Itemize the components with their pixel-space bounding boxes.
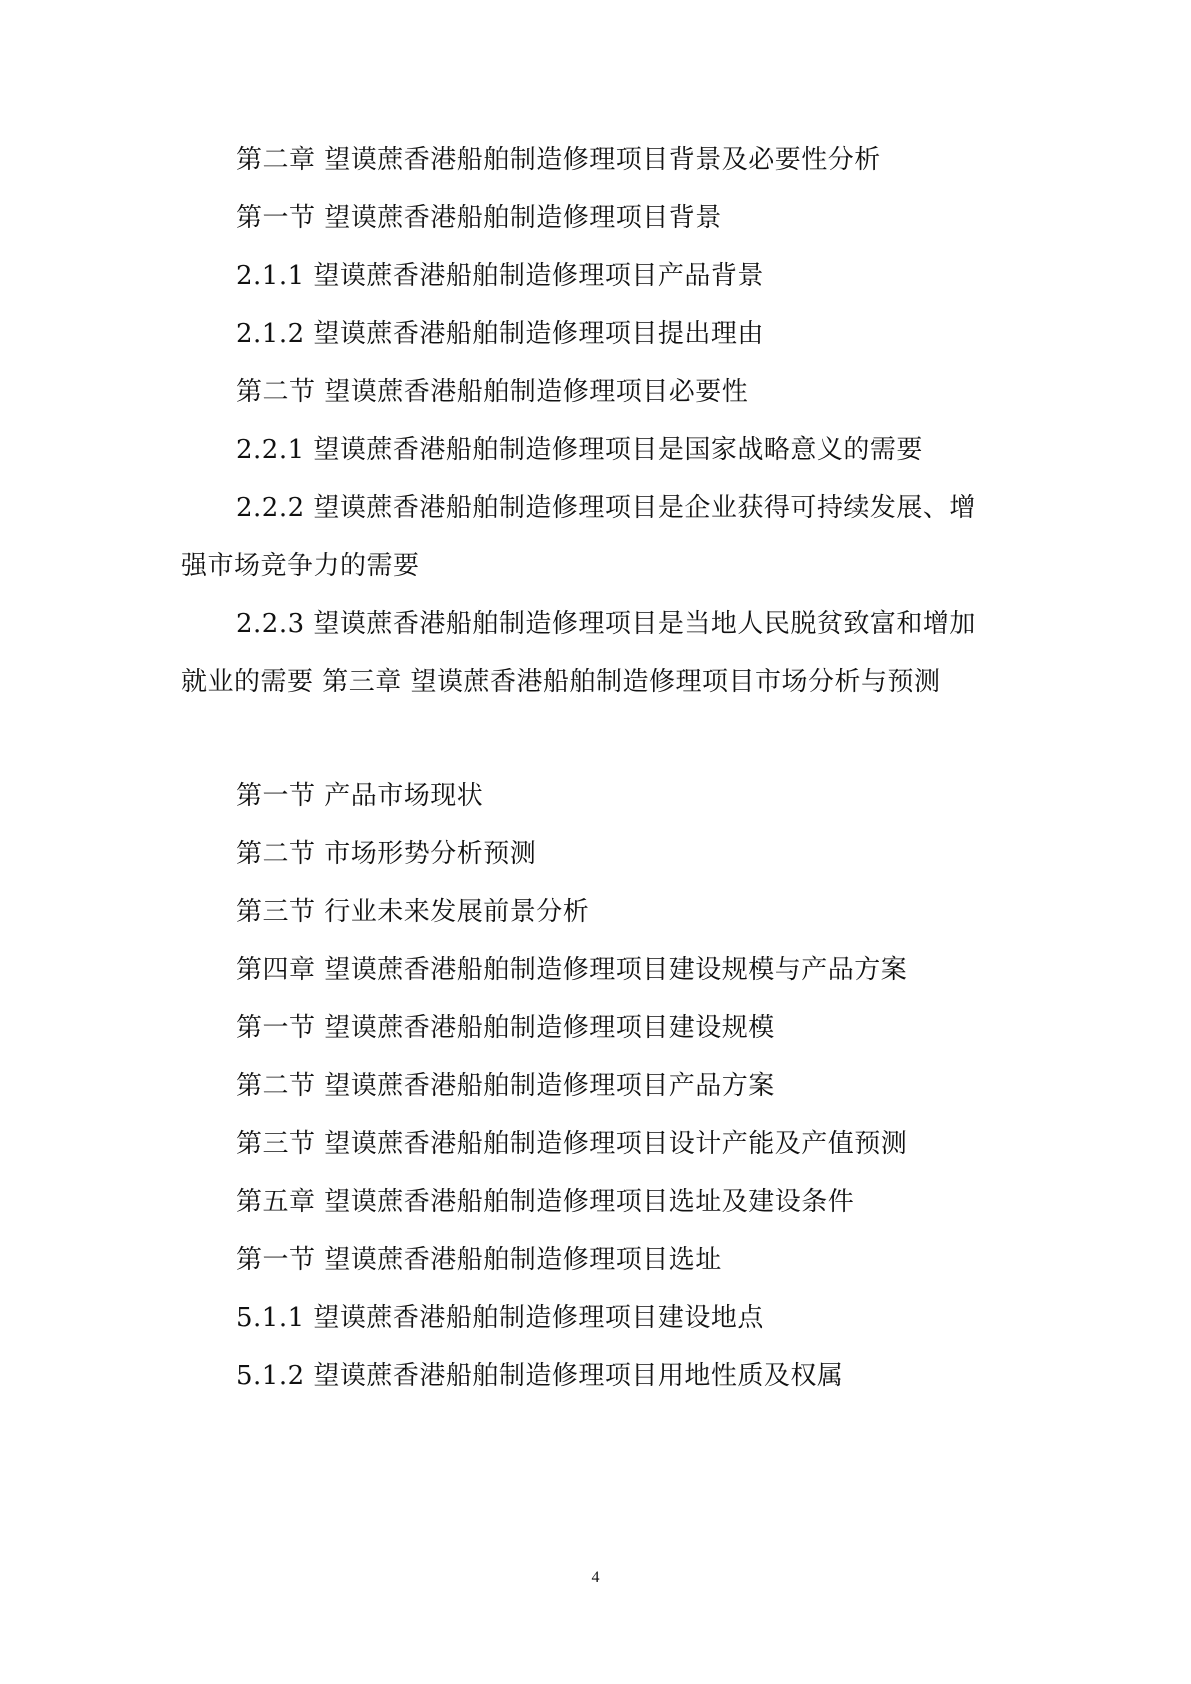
toc-line-5-1-2: 5.1.2 望谟蔗香港船舶制造修理项目用地性质及权属 [236, 1361, 844, 1391]
toc-line-section-2-1: 第一节 望谟蔗香港船舶制造修理项目背景 [236, 203, 722, 233]
toc-line-2-2-2-cont: 强市场竞争力的需要 [181, 551, 420, 581]
toc-line-section-2-2: 第二节 望谟蔗香港船舶制造修理项目必要性 [236, 377, 749, 407]
toc-line-section-4-3: 第三节 望谟蔗香港船舶制造修理项目设计产能及产值预测 [236, 1129, 908, 1159]
toc-line-2-2-2: 2.2.2 望谟蔗香港船舶制造修理项目是企业获得可持续发展、增 [236, 493, 976, 523]
toc-line-2-2-3-cont: 就业的需要 第三章 望谟蔗香港船舶制造修理项目市场分析与预测 [181, 667, 941, 697]
toc-line-2-2-3: 2.2.3 望谟蔗香港船舶制造修理项目是当地人民脱贫致富和增加 [236, 609, 976, 639]
toc-line-2-1-2: 2.1.2 望谟蔗香港船舶制造修理项目提出理由 [236, 319, 764, 349]
toc-line-section-3-2: 第二节 市场形势分析预测 [236, 839, 537, 869]
toc-line-2-2-1: 2.2.1 望谟蔗香港船舶制造修理项目是国家战略意义的需要 [236, 435, 923, 465]
toc-line-chapter-4: 第四章 望谟蔗香港船舶制造修理项目建设规模与产品方案 [236, 955, 908, 985]
toc-line-section-4-1: 第一节 望谟蔗香港船舶制造修理项目建设规模 [236, 1013, 775, 1043]
toc-line-section-5-1: 第一节 望谟蔗香港船舶制造修理项目选址 [236, 1245, 722, 1275]
page-number: 4 [591, 1569, 600, 1586]
toc-line-2-1-1: 2.1.1 望谟蔗香港船舶制造修理项目产品背景 [236, 261, 764, 291]
toc-line-section-3-1: 第一节 产品市场现状 [236, 781, 484, 811]
toc-line-chapter-5: 第五章 望谟蔗香港船舶制造修理项目选址及建设条件 [236, 1187, 855, 1217]
toc-line-chapter-2: 第二章 望谟蔗香港船舶制造修理项目背景及必要性分析 [236, 145, 881, 175]
toc-line-section-4-2: 第二节 望谟蔗香港船舶制造修理项目产品方案 [236, 1071, 775, 1101]
toc-line-section-3-3: 第三节 行业未来发展前景分析 [236, 897, 590, 927]
toc-line-5-1-1: 5.1.1 望谟蔗香港船舶制造修理项目建设地点 [236, 1303, 764, 1333]
